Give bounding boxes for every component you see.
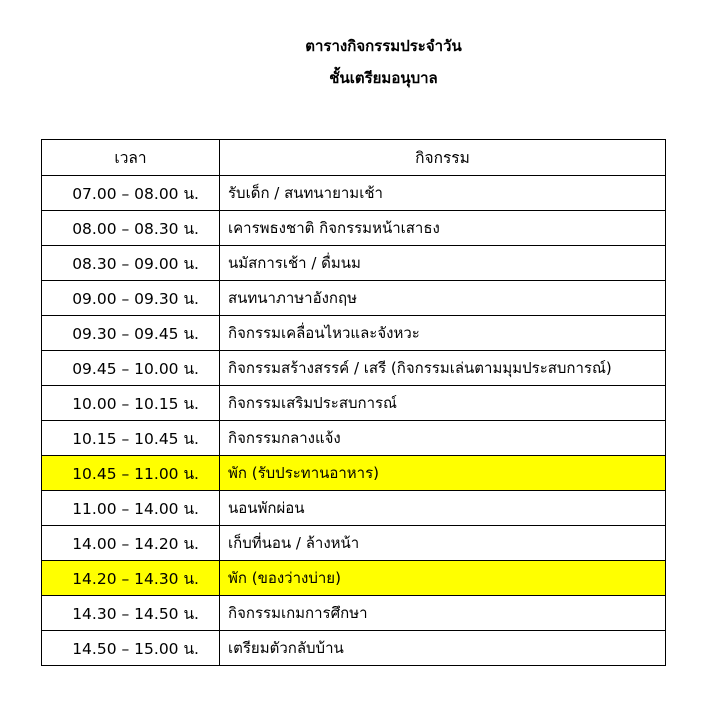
time-cell: 07.00 – 08.00 น. <box>42 176 220 211</box>
table-row <box>42 386 666 421</box>
time-cell: 10.15 – 10.45 น. <box>42 421 220 456</box>
activity-cell: กิจกรรมเกมการศึกษา <box>220 596 666 631</box>
title-line-2: ชั้นเตรียมอนุบาล <box>329 69 438 87</box>
time-cell: 08.00 – 08.30 น. <box>42 211 220 246</box>
activity-cell: กิจกรรมสร้างสรรค์ / เสรี (กิจกรรมเล่นตามมุมประสบการณ์) <box>220 351 666 386</box>
title-line-1: ตารางกิจกรรมประจำวัน <box>305 37 462 55</box>
table-row <box>42 561 666 596</box>
header-activity: กิจกรรม <box>220 140 666 176</box>
table-row <box>42 596 666 631</box>
time-cell: 10.45 – 11.00 น. <box>42 456 220 491</box>
time-cell: 09.00 – 09.30 น. <box>42 281 220 316</box>
time-cell: 09.30 – 09.45 น. <box>42 316 220 351</box>
time-cell: 11.00 – 14.00 น. <box>42 491 220 526</box>
activity-cell: เก็บที่นอน / ล้างหน้า <box>220 526 666 561</box>
activity-cell: กิจกรรมเคลื่อนไหวและจังหวะ <box>220 316 666 351</box>
header-time: เวลา <box>42 140 220 176</box>
table-row <box>42 456 666 491</box>
time-cell: 08.30 – 09.00 น. <box>42 246 220 281</box>
time-cell: 14.30 – 14.50 น. <box>42 596 220 631</box>
time-cell: 14.20 – 14.30 น. <box>42 561 220 596</box>
activity-cell: เคารพธงชาติ กิจกรรมหน้าเสาธง <box>220 211 666 246</box>
schedule-body <box>42 176 666 666</box>
activity-cell: พัก (รับประทานอาหาร) <box>220 456 666 491</box>
table-row <box>42 631 666 666</box>
activity-cell: เตรียมตัวกลับบ้าน <box>220 631 666 666</box>
activity-cell: นอนพักผ่อน <box>220 491 666 526</box>
table-row <box>42 526 666 561</box>
activity-cell: พัก (ของว่างบ่าย) <box>220 561 666 596</box>
document-title <box>0 30 717 94</box>
table-row <box>42 491 666 526</box>
activity-cell: กิจกรรมกลางแจ้ง <box>220 421 666 456</box>
schedule-table <box>41 139 666 666</box>
activity-cell: รับเด็ก / สนทนายามเช้า <box>220 176 666 211</box>
table-row <box>42 246 666 281</box>
activity-cell: นมัสการเช้า / ดื่มนม <box>220 246 666 281</box>
time-cell: 10.00 – 10.15 น. <box>42 386 220 421</box>
time-cell: 09.45 – 10.00 น. <box>42 351 220 386</box>
time-cell: 14.00 – 14.20 น. <box>42 526 220 561</box>
activity-cell: กิจกรรมเสริมประสบการณ์ <box>220 386 666 421</box>
table-row <box>42 316 666 351</box>
table-row <box>42 421 666 456</box>
activity-cell: สนทนาภาษาอังกฤษ <box>220 281 666 316</box>
table-row <box>42 211 666 246</box>
table-row <box>42 176 666 211</box>
table-row <box>42 351 666 386</box>
table-header-row <box>42 140 666 176</box>
table-row <box>42 281 666 316</box>
time-cell: 14.50 – 15.00 น. <box>42 631 220 666</box>
